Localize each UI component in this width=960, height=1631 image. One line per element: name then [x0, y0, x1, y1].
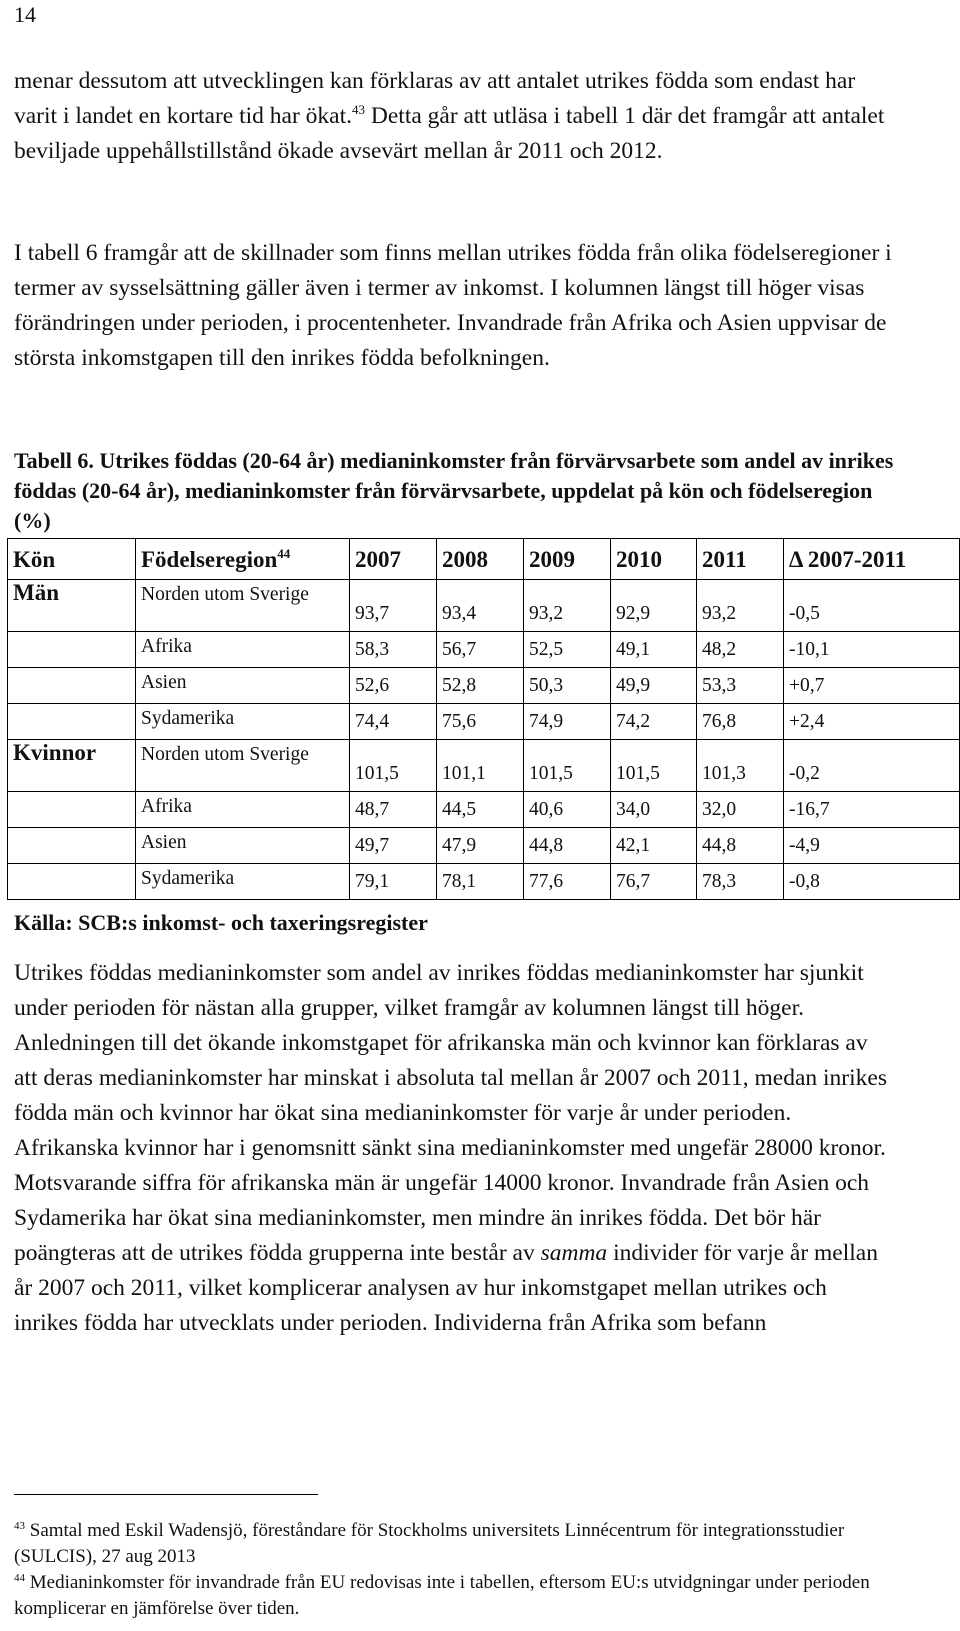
value-cell: 78,3 — [697, 864, 784, 900]
header-year: 2007 — [350, 539, 437, 580]
header-region-label: Födelseregion — [141, 547, 278, 572]
paragraph-3 — [14, 956, 894, 1341]
footnote-ref-44[interactable]: 44 — [277, 546, 291, 561]
value-cell: 75,6 — [437, 704, 524, 740]
income-table — [7, 538, 960, 900]
value-cell: 49,9 — [611, 668, 697, 704]
delta-cell: -0,2 — [784, 740, 960, 792]
footnote-ref-43[interactable]: 43 — [352, 102, 366, 117]
value-cell: 44,5 — [437, 792, 524, 828]
table-caption: Tabell 6. Utrikes föddas (20-64 år) medianinkomster från förvärvsarbete som andel av inrikes föddas (20-64 år), medianinkomster från förvärvsarbete, uppdelat på kön och födelseregion (%) — [14, 448, 894, 533]
delta-cell: -10,1 — [784, 632, 960, 668]
footnote-text: Samtal med Eskil Wadensjö, föreståndare för Stockholms universitets Linnécentrum för integrationsstudier (SULCIS), 27 aug 2013 — [14, 1520, 845, 1567]
region-cell: Sydamerika — [136, 704, 350, 740]
value-cell: 93,2 — [697, 580, 784, 632]
value-cell: 49,1 — [611, 632, 697, 668]
paragraph-3-text-b: individer för varje år mellan år 2007 och 2011, vilket komplicerar analysen av hur inkomstgapet mellan utrikes och inrikes födda har utvecklats under perioden. Individerna från Afrika som befann — [14, 1240, 878, 1336]
value-cell: 34,0 — [611, 792, 697, 828]
gender-cell — [8, 792, 136, 828]
table-row — [8, 668, 960, 704]
gender-cell — [8, 632, 136, 668]
region-cell: Asien — [136, 668, 350, 704]
value-cell: 74,9 — [524, 704, 611, 740]
region-cell: Norden utom Sverige — [136, 740, 350, 792]
gender-cell — [8, 864, 136, 900]
value-cell: 92,9 — [611, 580, 697, 632]
gender-cell: Män — [8, 580, 136, 632]
value-cell: 76,8 — [697, 704, 784, 740]
header-gender: Kön — [8, 539, 136, 580]
value-cell: 77,6 — [524, 864, 611, 900]
value-cell: 76,7 — [611, 864, 697, 900]
value-cell: 101,1 — [437, 740, 524, 792]
region-cell: Sydamerika — [136, 864, 350, 900]
value-cell: 58,3 — [350, 632, 437, 668]
table-source: Källa: SCB:s inkomst- och taxeringsregister — [14, 910, 428, 935]
table-row — [8, 740, 960, 792]
header-region — [136, 539, 350, 580]
value-cell: 48,7 — [350, 792, 437, 828]
value-cell: 52,5 — [524, 632, 611, 668]
value-cell: 74,2 — [611, 704, 697, 740]
value-cell: 93,4 — [437, 580, 524, 632]
footnote-number: 43 — [14, 1520, 25, 1532]
footnote-44 — [14, 1570, 914, 1622]
gender-cell — [8, 828, 136, 864]
value-cell: 52,8 — [437, 668, 524, 704]
table-header-row — [8, 539, 960, 580]
gender-cell — [8, 704, 136, 740]
gender-cell: Kvinnor — [8, 740, 136, 792]
value-cell: 42,1 — [611, 828, 697, 864]
value-cell: 79,1 — [350, 864, 437, 900]
header-year: 2011 — [697, 539, 784, 580]
paragraph-1-text-a: menar dessutom att utvecklingen kan förklaras av att antalet utrikes födda som endast har varit i landet en kortare tid har ökat. — [14, 68, 856, 129]
gender-cell — [8, 668, 136, 704]
table-row — [8, 792, 960, 828]
region-cell: Norden utom Sverige — [136, 580, 350, 632]
value-cell: 32,0 — [697, 792, 784, 828]
paragraph-1 — [14, 64, 894, 169]
page-number: 14 — [14, 2, 36, 27]
table-row — [8, 828, 960, 864]
value-cell: 49,7 — [350, 828, 437, 864]
value-cell: 78,1 — [437, 864, 524, 900]
header-year: 2008 — [437, 539, 524, 580]
delta-cell: +2,4 — [784, 704, 960, 740]
value-cell: 93,2 — [524, 580, 611, 632]
value-cell: 52,6 — [350, 668, 437, 704]
value-cell: 40,6 — [524, 792, 611, 828]
table-row — [8, 580, 960, 632]
value-cell: 101,3 — [697, 740, 784, 792]
delta-cell: -0,5 — [784, 580, 960, 632]
value-cell: 53,3 — [697, 668, 784, 704]
value-cell: 47,9 — [437, 828, 524, 864]
value-cell: 48,2 — [697, 632, 784, 668]
region-cell: Afrika — [136, 792, 350, 828]
footnote-number: 44 — [14, 1572, 25, 1584]
region-cell: Afrika — [136, 632, 350, 668]
delta-cell: +0,7 — [784, 668, 960, 704]
table-row — [8, 704, 960, 740]
delta-cell: -4,9 — [784, 828, 960, 864]
region-cell: Asien — [136, 828, 350, 864]
delta-cell: -0,8 — [784, 864, 960, 900]
footnote-43 — [14, 1518, 914, 1570]
value-cell: 93,7 — [350, 580, 437, 632]
value-cell: 56,7 — [437, 632, 524, 668]
value-cell: 101,5 — [350, 740, 437, 792]
value-cell: 44,8 — [697, 828, 784, 864]
paragraph-3-italic: samma — [540, 1240, 608, 1266]
delta-cell: -16,7 — [784, 792, 960, 828]
paragraph-3-text-a: Utrikes föddas medianinkomster som andel av inrikes föddas medianinkomster har sjunkit under perioden för nästan alla grupper, vilket framgår av kolumnen längst till höger. Anledningen till det ökande inkomstgapet för afrikanska män och kvinnor kan förklaras av att deras medianinkomster har minskat i absoluta tal mellan år 2007 och 2011, medan inrikes födda män och kvinnor har ökat sina medianinkomster för varje år under perioden. Afrikanska kvinnor har i genomsnitt sänkt sina medianinkomster med ungefär 28000 kronor. Motsvarande siffra för afrikanska män är ungefär 14000 kronor. Invandrade från Asien och Sydamerika har ökat sina medianinkomster, men mindre än inrikes födda. Det bör här poängteras att de utrikes födda grupperna inte består av — [14, 960, 887, 1266]
header-year: 2009 — [524, 539, 611, 580]
header-year: 2010 — [611, 539, 697, 580]
table-row — [8, 864, 960, 900]
footnote-divider — [14, 1494, 318, 1495]
footnote-text: Medianinkomster för invandrade från EU redovisas inte i tabellen, eftersom EU:s utvidgningar under perioden komplicerar en jämförelse över tiden. — [14, 1572, 870, 1619]
header-delta: Δ 2007-2011 — [784, 539, 960, 580]
value-cell: 74,4 — [350, 704, 437, 740]
paragraph-2: I tabell 6 framgår att de skillnader som finns mellan utrikes födda från olika födelseregioner i termer av sysselsättning gäller även i termer av inkomst. I kolumnen längst till höger visas förändringen under perioden, i procentenheter. Invandrade från Afrika och Asien uppvisar de största inkomstgapen till den inrikes födda befolkningen. — [14, 240, 892, 371]
value-cell: 101,5 — [524, 740, 611, 792]
value-cell: 50,3 — [524, 668, 611, 704]
value-cell: 44,8 — [524, 828, 611, 864]
table-row — [8, 632, 960, 668]
paragraph-1-text-b: Detta går att utläsa i tabell 1 där det framgår att antalet beviljade uppehållstillstånd ökade avsevärt mellan år 2011 och 2012. — [14, 103, 885, 164]
value-cell: 101,5 — [611, 740, 697, 792]
